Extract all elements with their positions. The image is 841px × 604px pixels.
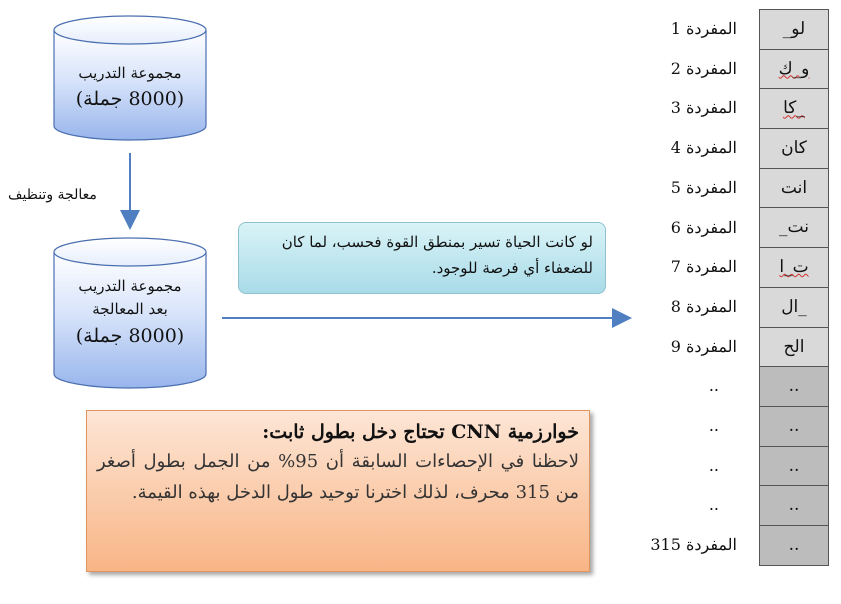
token-cell-text: و_ك [778, 58, 810, 79]
token-cell-text: .. [788, 455, 800, 476]
token-label: .. [708, 376, 719, 396]
token-cell [760, 208, 828, 248]
token-cell [760, 50, 828, 90]
training-set-title: مجموعة التدريب [78, 64, 182, 82]
token-cell-text: ت_ا [779, 257, 809, 278]
processed-set-count: (8000 جملة) [75, 324, 185, 347]
token-cell-text: .. [788, 534, 800, 555]
token-cell-text: كان [781, 138, 807, 159]
token-cell [760, 447, 828, 487]
token-cell-text: .. [788, 495, 800, 516]
token-cell [760, 367, 828, 407]
token-cell-text: _ال [781, 296, 807, 317]
token-label: المفردة 5 [670, 177, 737, 197]
token-label: المفردة 2 [670, 58, 737, 78]
token-cell-text: نت_ [779, 217, 809, 238]
token-label: المفردة 8 [670, 296, 737, 316]
token-cell-text: لو_ [782, 19, 806, 39]
cnn-note-body: لاحظنا في الإحصاءات السابقة أن 95% من الجمل بطول أصغر من 315 محرف، لذلك اخترنا توحيد طول الدخل بهذه القيمة. [97, 451, 580, 504]
training-set-label [58, 62, 202, 115]
cnn-note-heading: خوارزمية CNN تحتاج دخل بطول ثابت: [262, 421, 579, 443]
token-cell-text: .. [788, 415, 800, 436]
token-cell [760, 129, 828, 169]
token-label: المفردة 1 [670, 19, 737, 38]
token-cell [760, 407, 828, 447]
processed-set-label [58, 275, 202, 351]
example-sentence-callout [238, 222, 606, 294]
token-cell [760, 10, 828, 50]
processed-set-subtitle: بعد المعالجة [92, 300, 168, 319]
token-cell-text: _كا [783, 98, 805, 119]
token-cell [760, 169, 828, 209]
processed-set-title: مجموعة التدريب [78, 277, 182, 295]
cnn-note-box [86, 410, 590, 572]
token-cell-text: .. [788, 376, 800, 397]
token-cell [760, 328, 828, 368]
token-column [759, 9, 829, 566]
training-set-count: (8000 جملة) [75, 88, 185, 111]
token-label: المفردة 3 [670, 98, 737, 118]
token-label: .. [708, 455, 719, 475]
token-cell [760, 288, 828, 328]
token-label: المفردة 7 [670, 257, 737, 277]
processing-label: معالجة وتنظيف [8, 187, 97, 203]
token-label: .. [708, 495, 719, 515]
token-label: المفردة 4 [670, 138, 737, 158]
token-cell-text: الح [783, 336, 805, 357]
token-label: المفردة 9 [670, 336, 737, 356]
token-cell-text: انت [780, 177, 808, 198]
token-cell [760, 486, 828, 526]
token-label: المفردة 315 [650, 535, 737, 555]
token-cell [760, 526, 828, 566]
token-label: .. [708, 416, 719, 435]
token-cell [760, 248, 828, 288]
token-cell [760, 89, 828, 129]
token-label: المفردة 6 [670, 217, 737, 237]
example-sentence: لو كانت الحياة تسير بمنطق القوة فحسب، لما كان للضعفاء أي فرصة للوجود. [281, 233, 593, 278]
